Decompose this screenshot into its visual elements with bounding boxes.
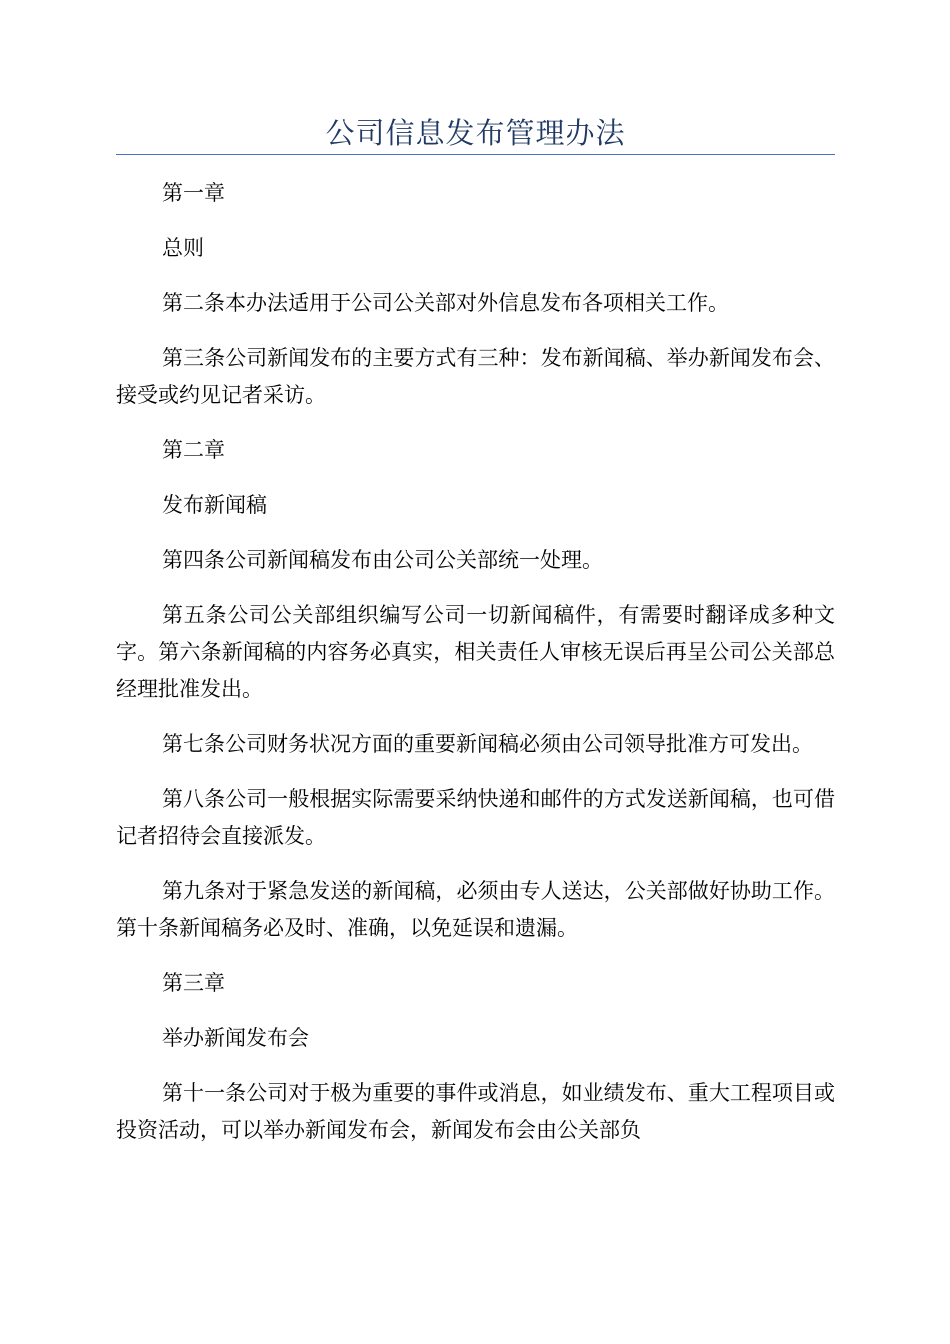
article-paragraph: 第二条本办法适用于公司公关部对外信息发布各项相关工作。 bbox=[162, 291, 729, 315]
article-paragraph: 第三条公司新闻发布的主要方式有三种：发布新闻稿、举办新闻发布会、接受或约见记者采访。 bbox=[116, 346, 835, 407]
document-body bbox=[116, 175, 835, 1167]
chapter-heading: 第二章 bbox=[162, 438, 225, 462]
chapter-title: 发布新闻稿 bbox=[162, 493, 267, 517]
chapter-title: 举办新闻发布会 bbox=[162, 1026, 309, 1050]
article-paragraph: 第四条公司新闻稿发布由公司公关部统一处理。 bbox=[162, 548, 603, 572]
article-paragraph: 第七条公司财务状况方面的重要新闻稿必须由公司领导批准方可发出。 bbox=[162, 732, 813, 756]
document-title: 公司信息发布管理办法 bbox=[325, 116, 626, 150]
chapter-heading: 第一章 bbox=[162, 181, 225, 205]
article-paragraph: 第五条公司公关部组织编写公司一切新闻稿件，有需要时翻译成多种文字。第六条新闻稿的内容务必真实，相关责任人审核无误后再呈公司公关部总经理批准发出。 bbox=[116, 603, 835, 701]
title-underline bbox=[116, 154, 835, 155]
chapter-heading: 第三章 bbox=[162, 971, 225, 995]
article-paragraph: 第八条公司一般根据实际需要采纳快递和邮件的方式发送新闻稿，也可借记者招待会直接派发。 bbox=[116, 787, 835, 848]
chapter-title: 总则 bbox=[162, 236, 204, 260]
article-paragraph: 第十一条公司对于极为重要的事件或消息，如业绩发布、重大工程项目或投资活动，可以举办新闻发布会，新闻发布会由公关部负 bbox=[116, 1081, 835, 1142]
article-paragraph: 第九条对于紧急发送的新闻稿，必须由专人送达，公关部做好协助工作。第十条新闻稿务必及时、准确，以免延误和遗漏。 bbox=[116, 879, 835, 940]
